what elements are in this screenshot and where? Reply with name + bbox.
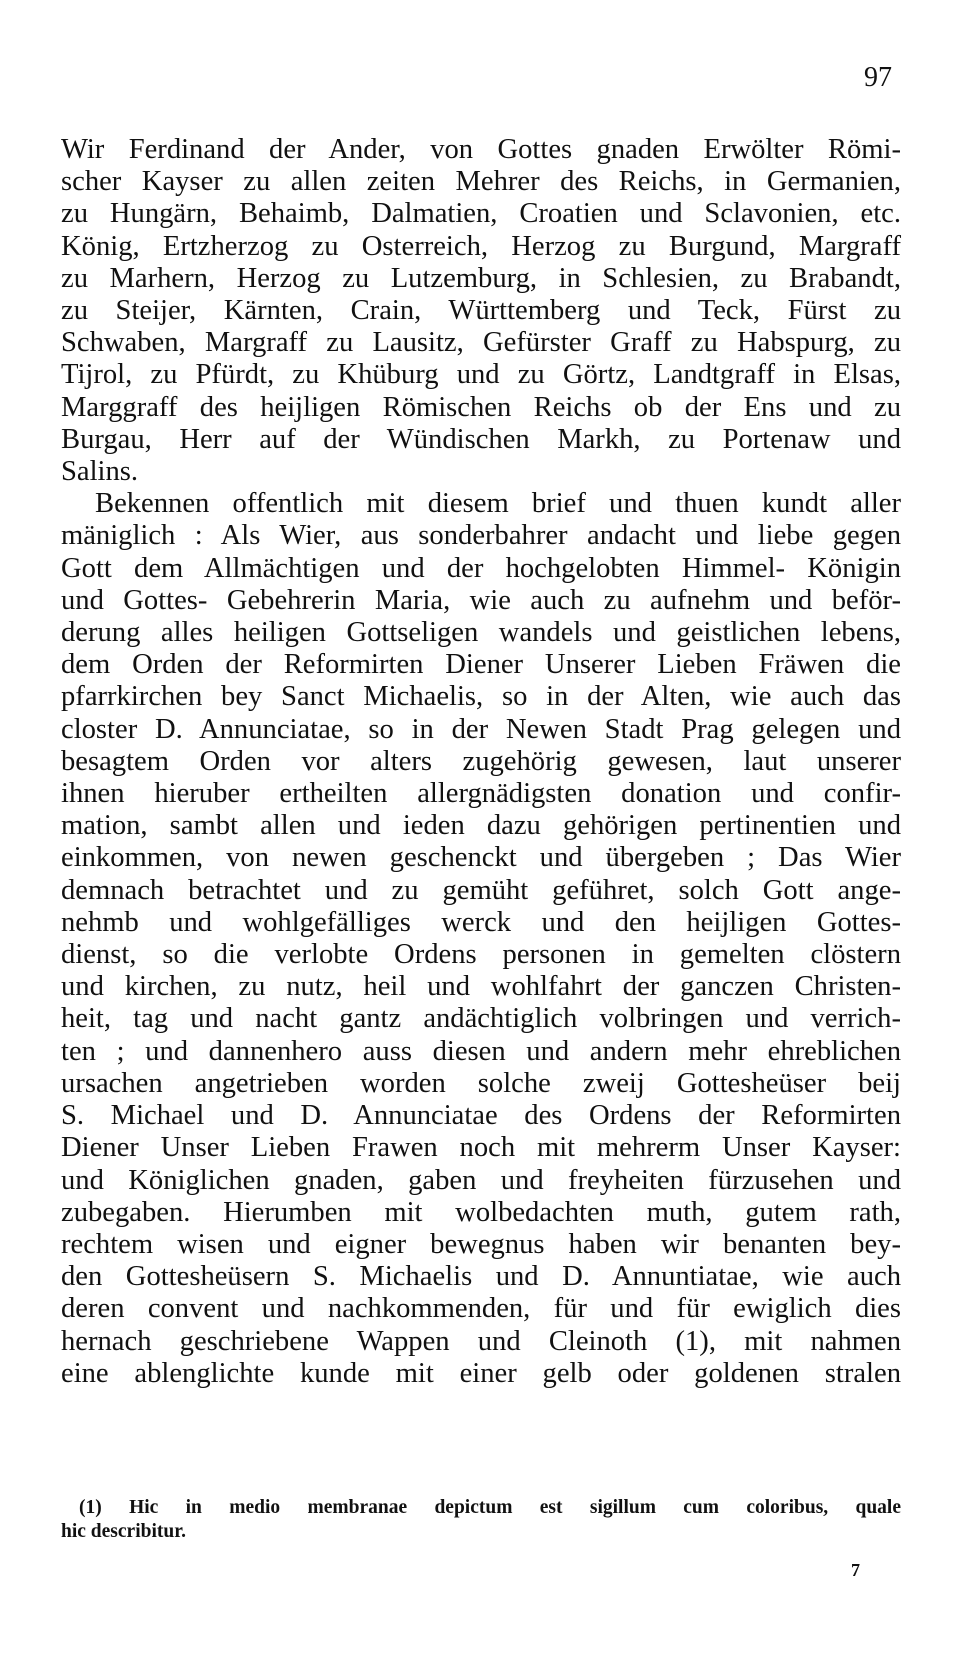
page-number: 97 (864, 62, 892, 93)
text-line: mäniglich : Als Wier, aus sonderbahrer andacht und liebe gegen (61, 520, 901, 552)
text-line: und kirchen, zu nutz, heil und wohlfahrt der ganczen Christen- (61, 971, 901, 1003)
text-line: pfarrkirchen bey Sanct Michaelis, so in der Alten, wie auch das (61, 681, 901, 713)
text-line: besagtem Orden vor alters zugehörig gewesen, laut unserer (61, 745, 901, 777)
text-line: Schwaben, Margraff zu Lausitz, Gefürster Graff zu Habspurg, zu (61, 327, 901, 359)
paragraphs (61, 134, 901, 1390)
footnote-line: hic describitur. (61, 1521, 186, 1542)
text-line: deren convent und nachkommenden, für und für ewiglich dies (61, 1293, 901, 1325)
text-line: rechtem wisen und eigner bewegnus haben wir benanten bey- (61, 1228, 901, 1260)
paragraph (61, 488, 901, 1390)
paragraph (61, 134, 901, 488)
text-line: Burgau, Herr auf der Wündischen Markh, zu Portenaw und (61, 423, 901, 455)
text-line: Wir Ferdinand der Ander, von Gottes gnaden Erwölter Römi- (61, 134, 901, 165)
main-text (61, 134, 901, 1390)
text-line: den Gotteshеüsern S. Michaelis und D. Annuntiatae, wie auch (61, 1261, 901, 1293)
text-line: mation, sambt allen und ieden dazu gehörigen pertinentien und (61, 810, 901, 842)
text-line: nehmb und wohlgefälliges werck und den heijligen Gottes- (61, 906, 901, 938)
text-line: ten ; und dannenhero auss diesen und andern mehr ehreblichen (61, 1035, 901, 1067)
text-line: einkommen, von newen geschenckt und übergeben ; Das Wier (61, 842, 901, 874)
text-line: hernach geschriebene Wappen und Cleinoth (1), mit nahmen (61, 1325, 901, 1357)
text-line: Diener Unser Lieben Frawen noch mit mehrerm Unser Kayser: (61, 1132, 901, 1164)
text-line: zu Marhern, Herzog zu Lutzemburg, in Schlesien, zu Brabandt, (61, 262, 901, 294)
text-line: und Gottes- Gebehrerin Maria, wie auch zu aufnehm und beför- (61, 584, 901, 616)
text-line: und Königlichen gnaden, gaben und freyheiten fürzusehen und (61, 1164, 901, 1196)
text-line: dem Orden der Reformirten Diener Unserer Lieben Fräwen die (61, 649, 901, 681)
text-line: ursachen angetrieben worden solche zweij Gotteshеüser beij (61, 1067, 901, 1099)
text-line: Gott dem Allmächtigen und der hochgelobten Himmel- Königin (61, 552, 901, 584)
text-line: eine ablenglichte kunde mit einer gelb oder goldenen stralen (61, 1357, 901, 1389)
text-line: König, Ertzherzog zu Osterreich, Herzog zu Burgund, Margraff (61, 230, 901, 262)
text-line: scher Kayser zu allen zeiten Mehrer des Reichs, in Germanien, (61, 166, 901, 198)
signature-mark: 7 (851, 1560, 860, 1580)
text-line: Marggraff des heijligen Römischen Reichs ob der Ens und zu (61, 391, 901, 423)
footnote (61, 1496, 901, 1544)
text-line: ihnen hieruber ertheilten allergnädigsten donation und confir- (61, 778, 901, 810)
text-line: derung alles heiligen Gottseligen wandels und geistlichen lebens, (61, 617, 901, 649)
text-line: dienst, so die verlobte Ordens personen in gemelten clöstern (61, 939, 901, 971)
text-line: closter D. Annunciatae, so in der Newen Stadt Prag gelegen und (61, 713, 901, 745)
text-line: Bekennen offentlich mit diesem brief und thuen kundt aller (95, 488, 901, 520)
footnote-line: (1) Hic in medio membranae depictum est sigillum cum coloribus, quale (79, 1497, 901, 1518)
text-line: heit, tag und nacht gantz andächtiglich volbringen und verrich- (61, 1003, 901, 1035)
text-line: Tijrol, zu Pfürdt, zu Khüburg und zu Görtz, Landtgraff in Elsas, (61, 359, 901, 391)
text-line: demnach betrachtet und zu gemüht geführet, solch Gott ange- (61, 874, 901, 906)
text-line: Salins. (61, 456, 139, 488)
text-line: zubegaben. Hierumben mit wolbedachten muth, gutem rath, (61, 1196, 901, 1228)
text-line: zu Hungärn, Behaimb, Dalmatien, Croatien und Sclavonien, etc. (61, 198, 901, 230)
text-line: zu Steijer, Kärnten, Crain, Württemberg und Teck, Fürst zu (61, 295, 901, 327)
text-line: S. Michael und D. Annunciatae des Ordens der Reformirten (61, 1100, 901, 1132)
